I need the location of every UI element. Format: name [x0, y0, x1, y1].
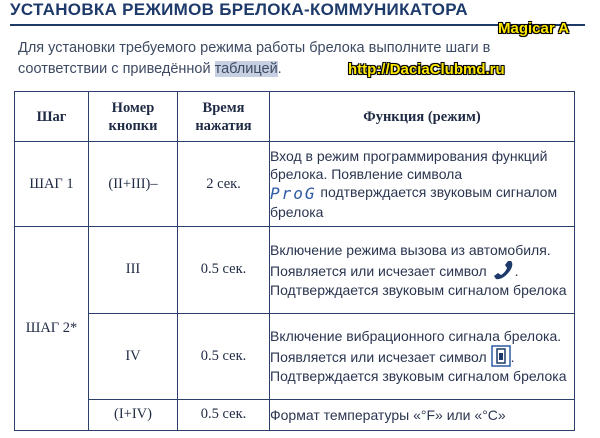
cell-function — [270, 226, 575, 313]
cell-function — [270, 142, 575, 227]
function-text: Вход в режим программирования функций брелока. Появление символа — [270, 148, 548, 183]
cell-time: 0.5 сек. — [178, 313, 270, 399]
function-text: . Подтверждается звуковым сигналом брелока — [270, 262, 567, 298]
table-row — [15, 226, 575, 313]
cell-time: 2 сек. — [178, 142, 270, 227]
function-text: Включение вибрационного сигнала брелока. Появляется или исчезает символ — [270, 328, 562, 366]
function-text: Формат температуры « — [270, 406, 421, 423]
url-watermark: http://DaciaClubmd.ru — [348, 61, 505, 78]
brand-watermark: Magicar A — [498, 20, 570, 37]
cell-button: IV — [89, 313, 178, 399]
function-text: » или « — [435, 406, 483, 423]
page-title: УСТАНОВКА РЕЖИМОВ БРЕЛОКА-КОММУНИКАТОРА — [10, 0, 468, 19]
cell-button: (I+IV) — [89, 399, 178, 430]
function-text: Включение режима вызова из автомобиля. Появляется или исчезает символ — [270, 241, 551, 279]
intro-highlight: таблицей — [214, 61, 278, 77]
cell-button: (II+III)– — [89, 142, 178, 227]
table-row — [15, 399, 575, 430]
unit-celsius: °C — [482, 406, 498, 423]
vibration-icon — [491, 345, 511, 367]
cell-function — [270, 399, 575, 430]
function-text: » — [497, 406, 506, 423]
cell-step: ШАГ 1 — [15, 142, 89, 227]
cell-time: 0.5 сек. — [178, 226, 270, 313]
header-button: Номер кнопки — [89, 92, 178, 142]
phone-icon — [491, 259, 515, 281]
modes-table — [14, 91, 575, 431]
intro-text: Для установки требуемого режима работы брелока выполните шаги в соответствии с приведённой — [18, 40, 491, 77]
cell-time: 0.5 сек. — [178, 399, 270, 430]
table-row — [15, 142, 575, 227]
function-text: . Подтверждается звуковым сигналом брелока — [270, 349, 567, 385]
cell-function — [270, 313, 575, 399]
cell-step: ШАГ 2* — [15, 226, 89, 430]
table-header-row — [15, 92, 575, 142]
header-time: Время нажатия — [178, 92, 270, 142]
function-text: подтверждается звуковым сигналом брелока — [270, 184, 558, 221]
cell-button: III — [89, 226, 178, 313]
unit-fahrenheit: °F — [420, 406, 436, 423]
header-step: Шаг — [15, 92, 89, 142]
header-function: Функция (режим) — [270, 92, 575, 142]
intro-end: . — [277, 61, 282, 77]
prog-icon: ProG — [270, 184, 317, 204]
table-row — [15, 313, 575, 399]
